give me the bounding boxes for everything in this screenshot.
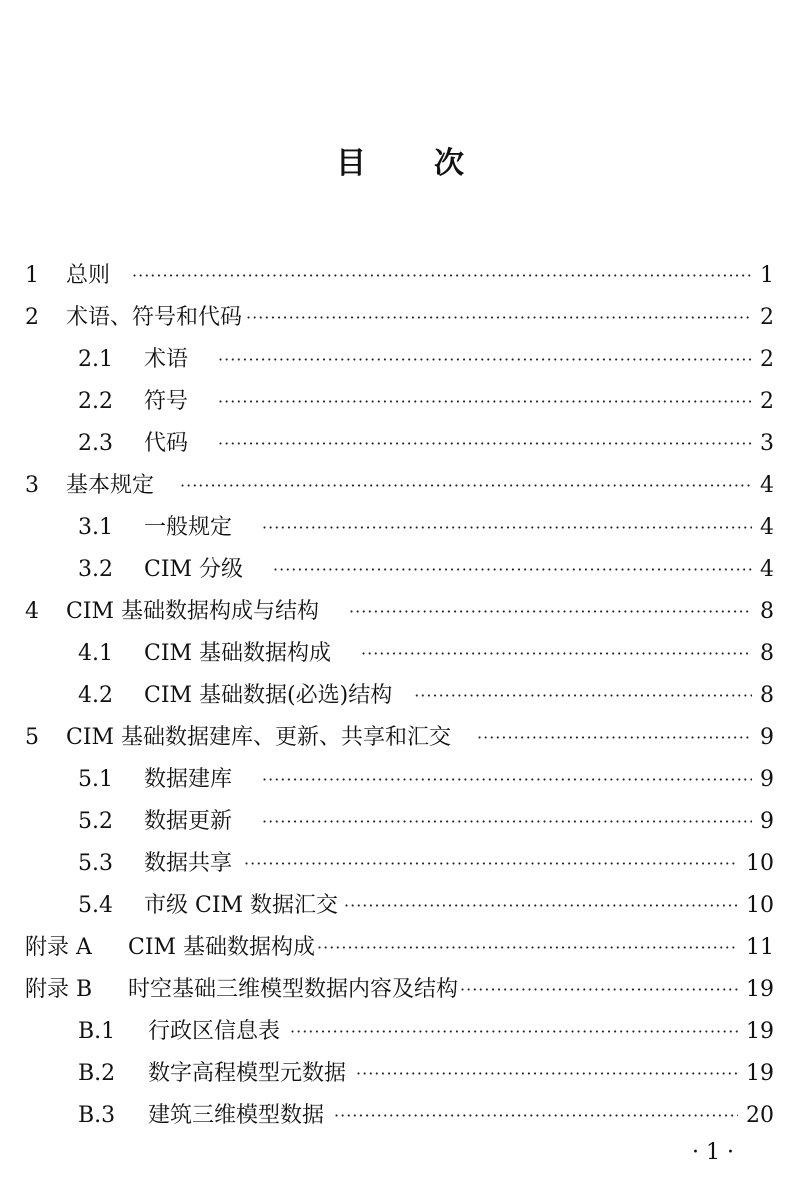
- toc-entry-b-2[interactable]: [0, 1053, 800, 1095]
- toc-number: 3.1: [78, 515, 113, 540]
- toc-entry-4-2[interactable]: [0, 675, 800, 717]
- toc-label: CIM 基础数据构成与结构: [66, 599, 320, 624]
- toc-label: CIM 分级: [144, 557, 244, 582]
- dot-leader: [334, 1095, 738, 1137]
- toc-page-number: 10: [746, 893, 774, 918]
- toc-page-number: 1: [760, 263, 774, 288]
- dot-leader: [477, 717, 752, 759]
- toc-entry-4[interactable]: [0, 591, 800, 633]
- toc-label: 基本规定: [66, 473, 155, 498]
- toc-entry-appendix-b[interactable]: [0, 969, 800, 1011]
- dot-leader: [349, 591, 752, 633]
- toc-number: 5.4: [78, 893, 113, 918]
- toc-page-number: 2: [760, 389, 774, 414]
- toc-number: 2.3: [78, 431, 113, 456]
- toc-page-number: 19: [746, 977, 774, 1002]
- toc-number: B.2: [78, 1061, 116, 1086]
- toc-entry-5-1[interactable]: [0, 759, 800, 801]
- toc-page-number: 9: [760, 767, 774, 792]
- dot-leader: [344, 885, 738, 927]
- footer-page-number: · 1 ·: [692, 1140, 734, 1165]
- toc-label: 一般规定: [144, 515, 233, 540]
- toc-number: 2: [25, 305, 39, 330]
- toc-label: CIM 基础数据建库、更新、共享和汇交: [66, 725, 452, 750]
- dot-leader: [246, 297, 752, 339]
- toc-number: 2.2: [78, 389, 113, 414]
- toc-label: CIM 基础数据构成: [128, 935, 316, 960]
- toc-entry-5-4[interactable]: [0, 885, 800, 927]
- toc-entry-4-1[interactable]: [0, 633, 800, 675]
- toc-label: CIM 基础数据构成: [144, 641, 332, 666]
- toc-page-number: 3: [760, 431, 774, 456]
- toc-entry-5-3[interactable]: [0, 843, 800, 885]
- toc-label: CIM 基础数据(必选)结构: [144, 683, 393, 708]
- toc-label: 建筑三维模型数据: [148, 1103, 325, 1128]
- toc-number: 5.2: [78, 809, 113, 834]
- toc-number: B.1: [78, 1019, 116, 1044]
- dot-leader: [356, 1053, 738, 1095]
- dot-leader: [414, 675, 752, 717]
- toc-page-number: 2: [760, 305, 774, 330]
- toc-label: 数据共享: [144, 851, 233, 876]
- toc-label: 符号: [144, 389, 189, 414]
- toc-entry-3-2[interactable]: [0, 549, 800, 591]
- dot-leader: [132, 255, 752, 297]
- toc-number: 3: [25, 473, 39, 498]
- toc-page-number: 8: [760, 683, 774, 708]
- dot-leader: [262, 759, 752, 801]
- toc-page-number: 19: [746, 1019, 774, 1044]
- toc-page-number: 9: [760, 725, 774, 750]
- toc-label: 行政区信息表: [148, 1019, 281, 1044]
- toc-entry-3[interactable]: [0, 465, 800, 507]
- toc-label: 总则: [66, 263, 111, 288]
- toc-page-number: 20: [746, 1103, 774, 1128]
- toc-entry-b-3[interactable]: [0, 1095, 800, 1137]
- toc-label: 代码: [144, 431, 189, 456]
- toc-page-number: 8: [760, 599, 774, 624]
- toc-page-number: 8: [760, 641, 774, 666]
- toc-page-number: 19: [746, 1061, 774, 1086]
- toc-page-number: 4: [760, 473, 774, 498]
- toc-number: 附录 B: [25, 977, 93, 1002]
- dot-leader: [290, 1011, 738, 1053]
- dot-leader: [218, 339, 752, 381]
- toc-number: 4: [25, 599, 39, 624]
- toc-number: 5: [25, 725, 39, 750]
- toc-entry-3-1[interactable]: [0, 507, 800, 549]
- toc-entry-1[interactable]: [0, 255, 800, 297]
- dot-leader: [218, 381, 752, 423]
- dot-leader: [262, 801, 752, 843]
- dot-leader: [244, 843, 738, 885]
- toc-label: 数据更新: [144, 809, 233, 834]
- toc-label: 市级 CIM 数据汇交: [144, 893, 339, 918]
- toc-entry-5-2[interactable]: [0, 801, 800, 843]
- title-char-2: 次: [434, 146, 464, 181]
- toc-label: 术语、符号和代码: [66, 305, 243, 330]
- toc-number: B.3: [78, 1103, 116, 1128]
- toc-label: 数据建库: [144, 767, 233, 792]
- toc-entry-2-3[interactable]: [0, 423, 800, 465]
- toc-number: 5.1: [78, 767, 113, 792]
- toc-number: 4.1: [78, 641, 113, 666]
- toc-label: 数字高程模型元数据: [148, 1061, 347, 1086]
- dot-leader: [273, 549, 752, 591]
- toc-page-number: 2: [760, 347, 774, 372]
- toc-number: 2.1: [78, 347, 113, 372]
- dot-leader: [218, 423, 752, 465]
- toc-label: 术语: [144, 347, 189, 372]
- dot-leader: [180, 465, 752, 507]
- page-title: [0, 138, 800, 182]
- toc-entry-b-1[interactable]: [0, 1011, 800, 1053]
- toc-page-number: 11: [746, 935, 774, 960]
- toc-label: 时空基础三维模型数据内容及结构: [128, 977, 459, 1002]
- toc-entry-2-1[interactable]: [0, 339, 800, 381]
- toc-number: 5.3: [78, 851, 113, 876]
- toc-number: 附录 A: [25, 935, 92, 960]
- toc-page-number: 4: [760, 515, 774, 540]
- toc-entry-2-2[interactable]: [0, 381, 800, 423]
- dot-leader: [262, 507, 752, 549]
- toc-page-number: 4: [760, 557, 774, 582]
- dot-leader: [460, 969, 738, 1011]
- dot-leader: [361, 633, 752, 675]
- dot-leader: [317, 927, 738, 969]
- toc-number: 4.2: [78, 683, 113, 708]
- toc-number: 3.2: [78, 557, 113, 582]
- toc-page-number: 10: [746, 851, 774, 876]
- toc-entry-2[interactable]: [0, 297, 800, 339]
- toc-page-number: 9: [760, 809, 774, 834]
- toc-entry-appendix-a[interactable]: [0, 927, 800, 969]
- toc-entry-5[interactable]: [0, 717, 800, 759]
- toc-number: 1: [25, 263, 39, 288]
- title-char-1: 目: [336, 146, 366, 181]
